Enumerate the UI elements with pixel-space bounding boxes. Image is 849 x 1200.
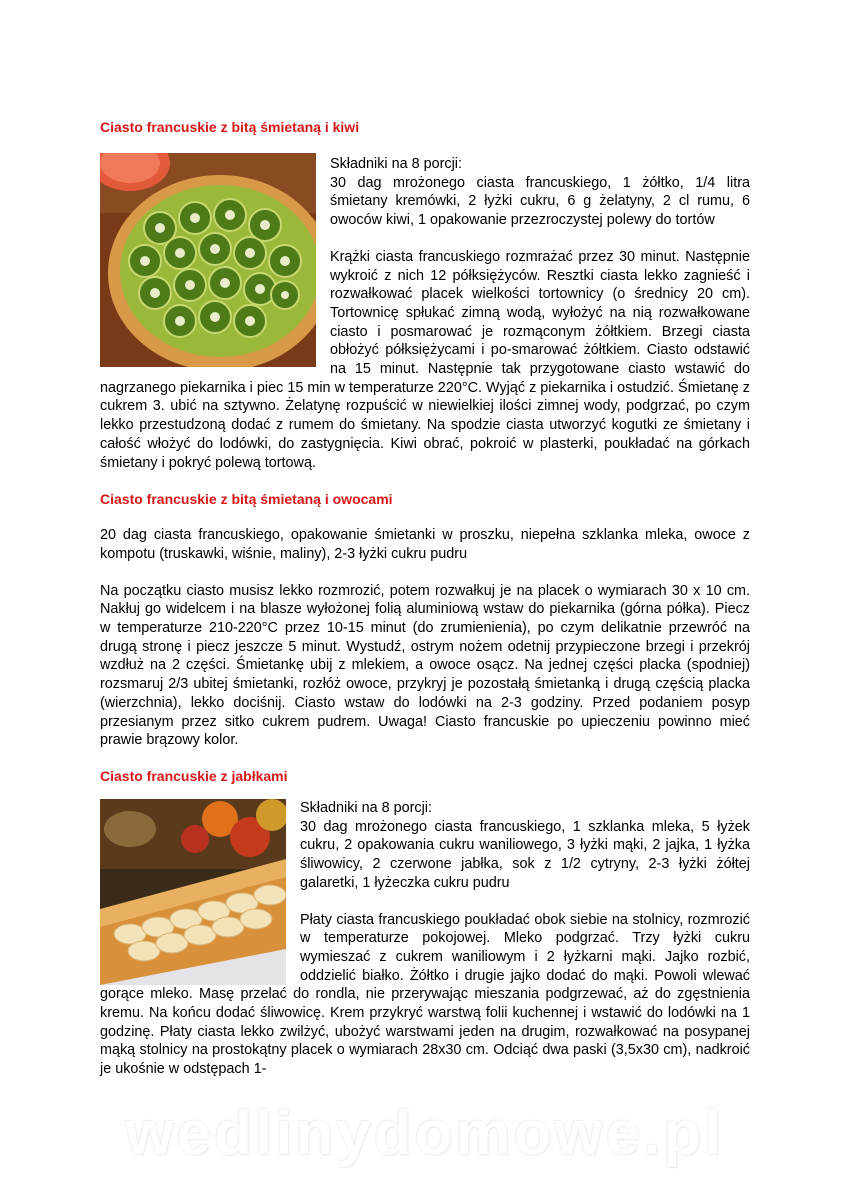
ingredients-list: 30 dag mrożonego ciasta francuskiego, 1 żółtko, 1/4 litra śmietany kremówki, 2 łyżki cukru, 6 g żelatyny, 2 cl rumu, 6 owoców kiwi, 1 opakowanie przezroczystej polewy do tortów [330,174,750,229]
instructions: Krążki ciasta francuskiego rozmrażać przez 30 minut. Następnie wykroić z nich 12 półksiężyców. Resztki ciasta lekko zagnieść i rozwałkować placek wielkości tortownicy (o średnicy 20 cm). Tortownicę spłukać zimną wodą, wyłożyć na nią rozwałkowane ciasto i posmarować je rozmąconym żółtkiem. Brzegi ciasta obłożyć półksiężycami i po-smarować żółtkiem. Ciasto odstawić na 15 minut. Następnie tak przygotowane ciasto wstawić do nagrzanego piekarnika i piec 15 min w temperaturze 220°C. Wyjąć z piekarnika i ostudzić. Śmietanę z cukrem 3. ubić na sztywno. Żelatynę rozpuścić w niewielkiej ilości zimnej wody, podgrzać, po czym lekko przestudzoną dodać z rumem do śmietany. Na spodzie ciasta utworzyć kogutki ze śmietany i całość włożyć do lodówki, do zastygnięcia. Kiwi obrać, pokroić w plasterki, poukładać na górkach śmietany i pokryć polewą tortową. [100,248,750,471]
ingredients-list: 20 dag ciasta francuskiego, opakowanie śmietanki w proszku, niepełna szklanka mleka, owoce z kompotu (truskawki, wiśnie, maliny), 2-3 łyżki cukru pudru [100,527,750,562]
recipe-section [100,155,750,472]
recipe-title: Ciasto francuskie z bitą śmietaną i owocami [100,491,393,508]
kiwi-tart-photo [100,153,316,367]
page-content [100,118,750,1079]
watermark: wedlinydomowe.pl [125,1099,725,1168]
recipe-title: Ciasto francuskie z bitą śmietaną i kiwi [100,119,360,135]
ingredients-list: 30 dag mrożonego ciasta francuskiego, 1 szklanka mleka, 5 łyżek cukru, 2 opakowania cukru waniliowego, 3 łyżki mąki, 2 jajka, 1 łyżka śliwowicy, 2 czerwone jabłka, sok z 1/2 cytryny, 2-3 łyżki żółtej galaretki, 1 łyżeczka cukru pudru [300,818,750,891]
ingredients-title: Składniki na 8 porcji: [330,156,462,172]
instructions: Na początku ciasto musisz lekko rozmrozić, potem rozwałkuj je na placek o wymiarach 30 x 10 cm. Nakłuj go widelcem i na blasze wyłożonej folią aluminiową wstaw do piekarnika (górna półka). Piecz w temperaturze 210-220°C przez 10-15 minut (do zrumienienia), po czym delikatnie przewróć na drugą stronę i piecz jeszcze 5 minut. Wystudź, ostrym nożem odetnij przypieczone brzegi i przekrój wzdłuż na 2 części. Śmietankę ubij z mlekiem, a owoce osącz. Na jednej części placka (spodniej) rozsmaruj 2/3 ubitej śmietanki, rozłóż owoce, przykryj je pozostałą śmietanką i drugą częścią placka (wierzchnia), lekko dociśnij. Ciasto wstaw do lodówki na 2-3 godziny. Przed podaniem posyp przesianym przez sitko cukrem pudrem. Uwaga! Ciasto francuskie po upieczeniu powinno mieć prawie brązowy kolor. [100,582,750,749]
recipe-title: Ciasto francuskie z jabłkami [100,767,288,784]
instructions: Płaty ciasta francuskiego poukładać obok siebie na stolnicy, rozmrozić w temperaturze pokojowej. Mleko podgrzać. Trzy łyżki cukru wymieszać z cukrem waniliowym i 2 łyżkarni mąki. Jajko rozbić, oddzielić białko. Żółtko i drugie jajko dodać do mąki. Powoli wlewać gorące mleko. Masę przelać do rondla, nie przerywając mieszania podgrzewać, aż do zgęstnienia kremu. Na końcu dodać śliwowicę. Krem przykryć warstwą folii kuchennej i wstawić do lodówki na 1 godzinę. Płaty ciasta lekko zwilżyć, ubożyć warstwami jeden na drugim, rozwałkować na posypanej mąką stolnicy na prostokątny placek o wymiarach 28x30 cm. Odciąć dwa paski (3,5x30 cm), nadkroić je ukośnie w odstępach 1- [100,911,750,1078]
recipe-section [100,799,750,1079]
apple-pastry-photo [100,799,286,985]
ingredients-title: Składniki na 8 porcji: [300,799,432,816]
